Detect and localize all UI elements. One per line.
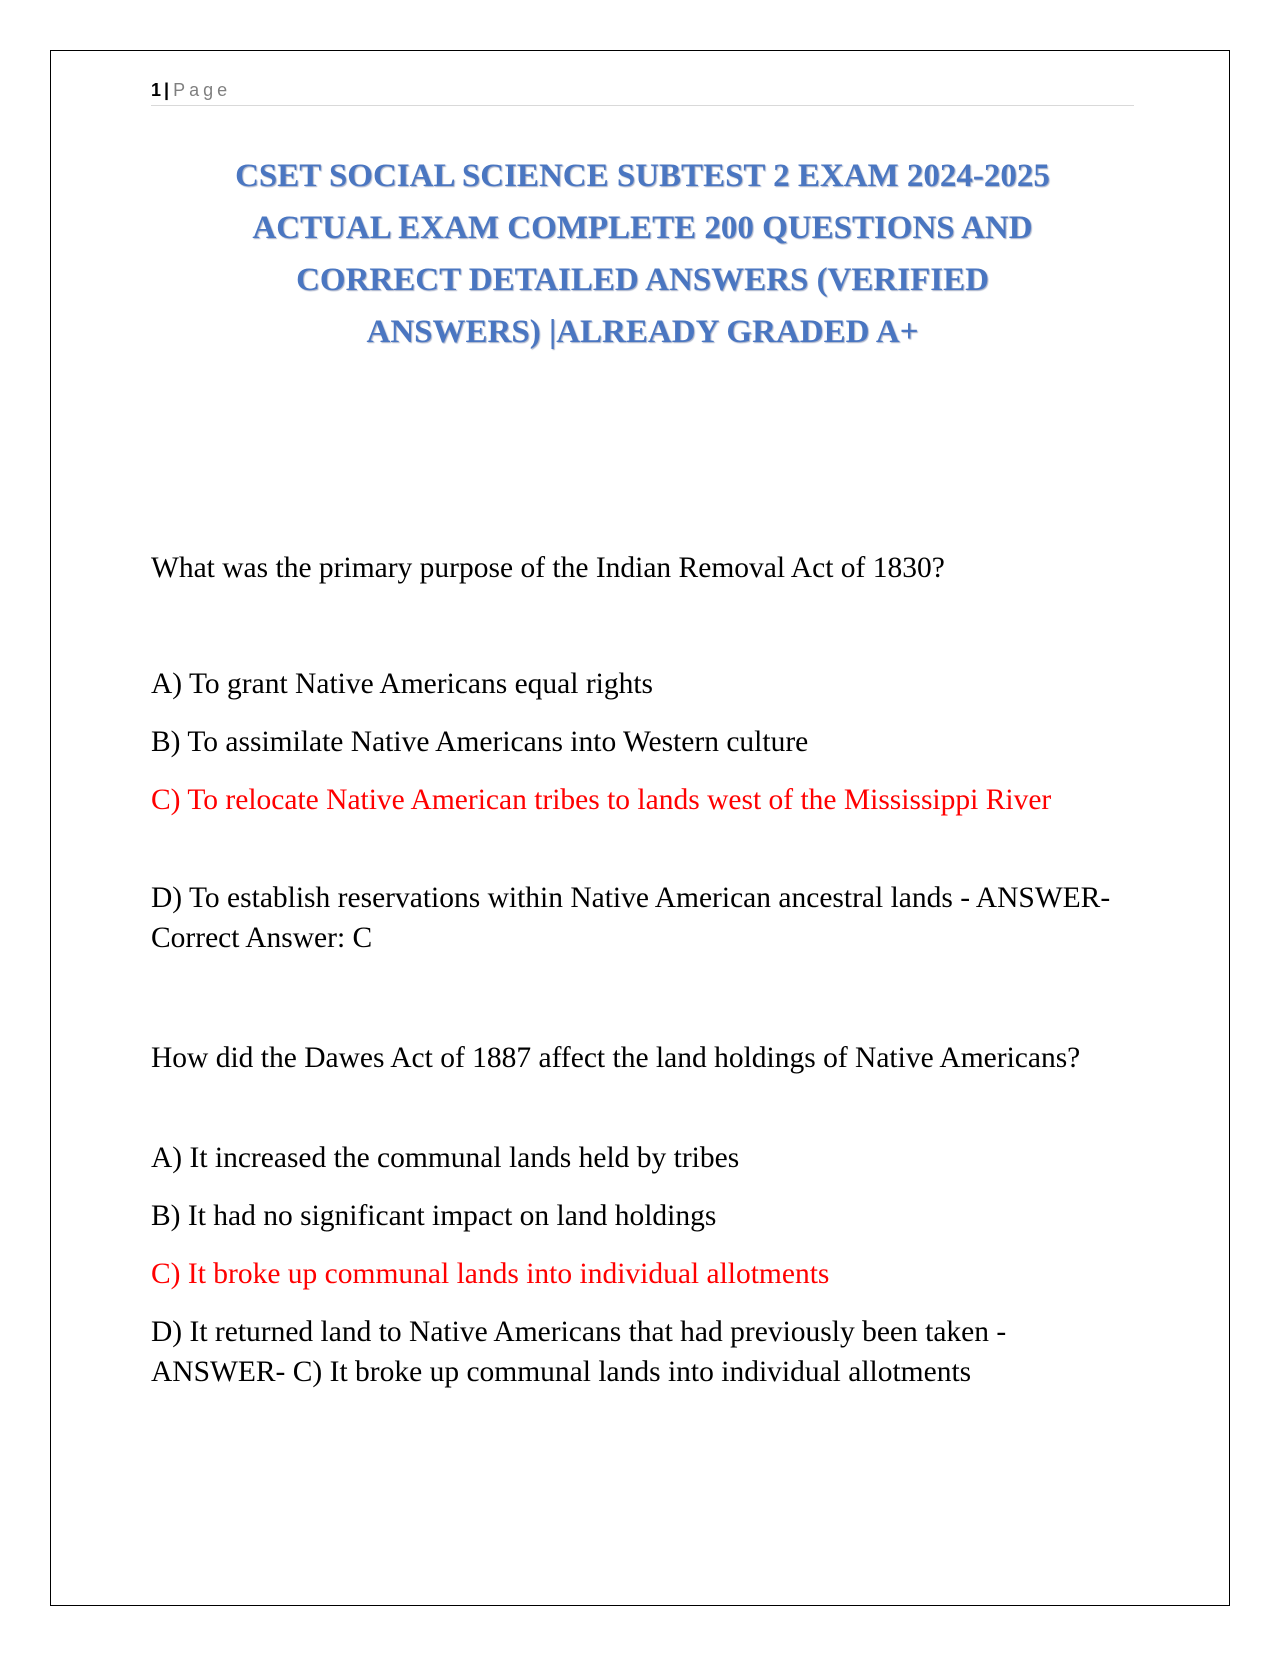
question-2-text: How did the Dawes Act of 1887 affect the land holdings of Native Americans? (151, 1042, 1081, 1074)
question-2-option-d: D) It returned land to Native Americans that had previously been taken - ANSWER- C) It broke up communal lands into individual allotments (151, 1316, 1007, 1388)
page-header (151, 78, 1134, 106)
title-line: CSET SOCIAL SCIENCE SUBTEST 2 EXAM 2024-2025 (235, 158, 1050, 194)
question-2-option-b: B) It had no significant impact on land holdings (151, 1200, 717, 1232)
question-1-text: What was the primary purpose of the Indian Removal Act of 1830? (151, 552, 945, 584)
question-2-option-a: A) It increased the communal lands held by tribes (151, 1142, 740, 1174)
title-line: CORRECT DETAILED ANSWERS (VERIFIED (296, 262, 989, 298)
document-title (151, 150, 1134, 358)
question-2-option-c-correct: C) It broke up communal lands into individual allotments (151, 1258, 830, 1290)
question-1-option-a: A) To grant Native Americans equal rights (151, 668, 654, 700)
question-1-option-b: B) To assimilate Native Americans into Western culture (151, 726, 809, 758)
page-header-separator: | (164, 80, 170, 100)
page-number: 1 (151, 80, 162, 100)
question-1-option-c-correct: C) To relocate Native American tribes to lands west of the Mississippi River (151, 784, 1052, 816)
question-1-option-d: D) To establish reservations within Native American ancestral lands - ANSWER- Correct Answer: C (151, 882, 1111, 954)
title-line: ANSWERS) |ALREADY GRADED A+ (366, 314, 919, 350)
page-word: Page (173, 80, 232, 100)
title-line: ACTUAL EXAM COMPLETE 200 QUESTIONS AND (252, 210, 1033, 246)
